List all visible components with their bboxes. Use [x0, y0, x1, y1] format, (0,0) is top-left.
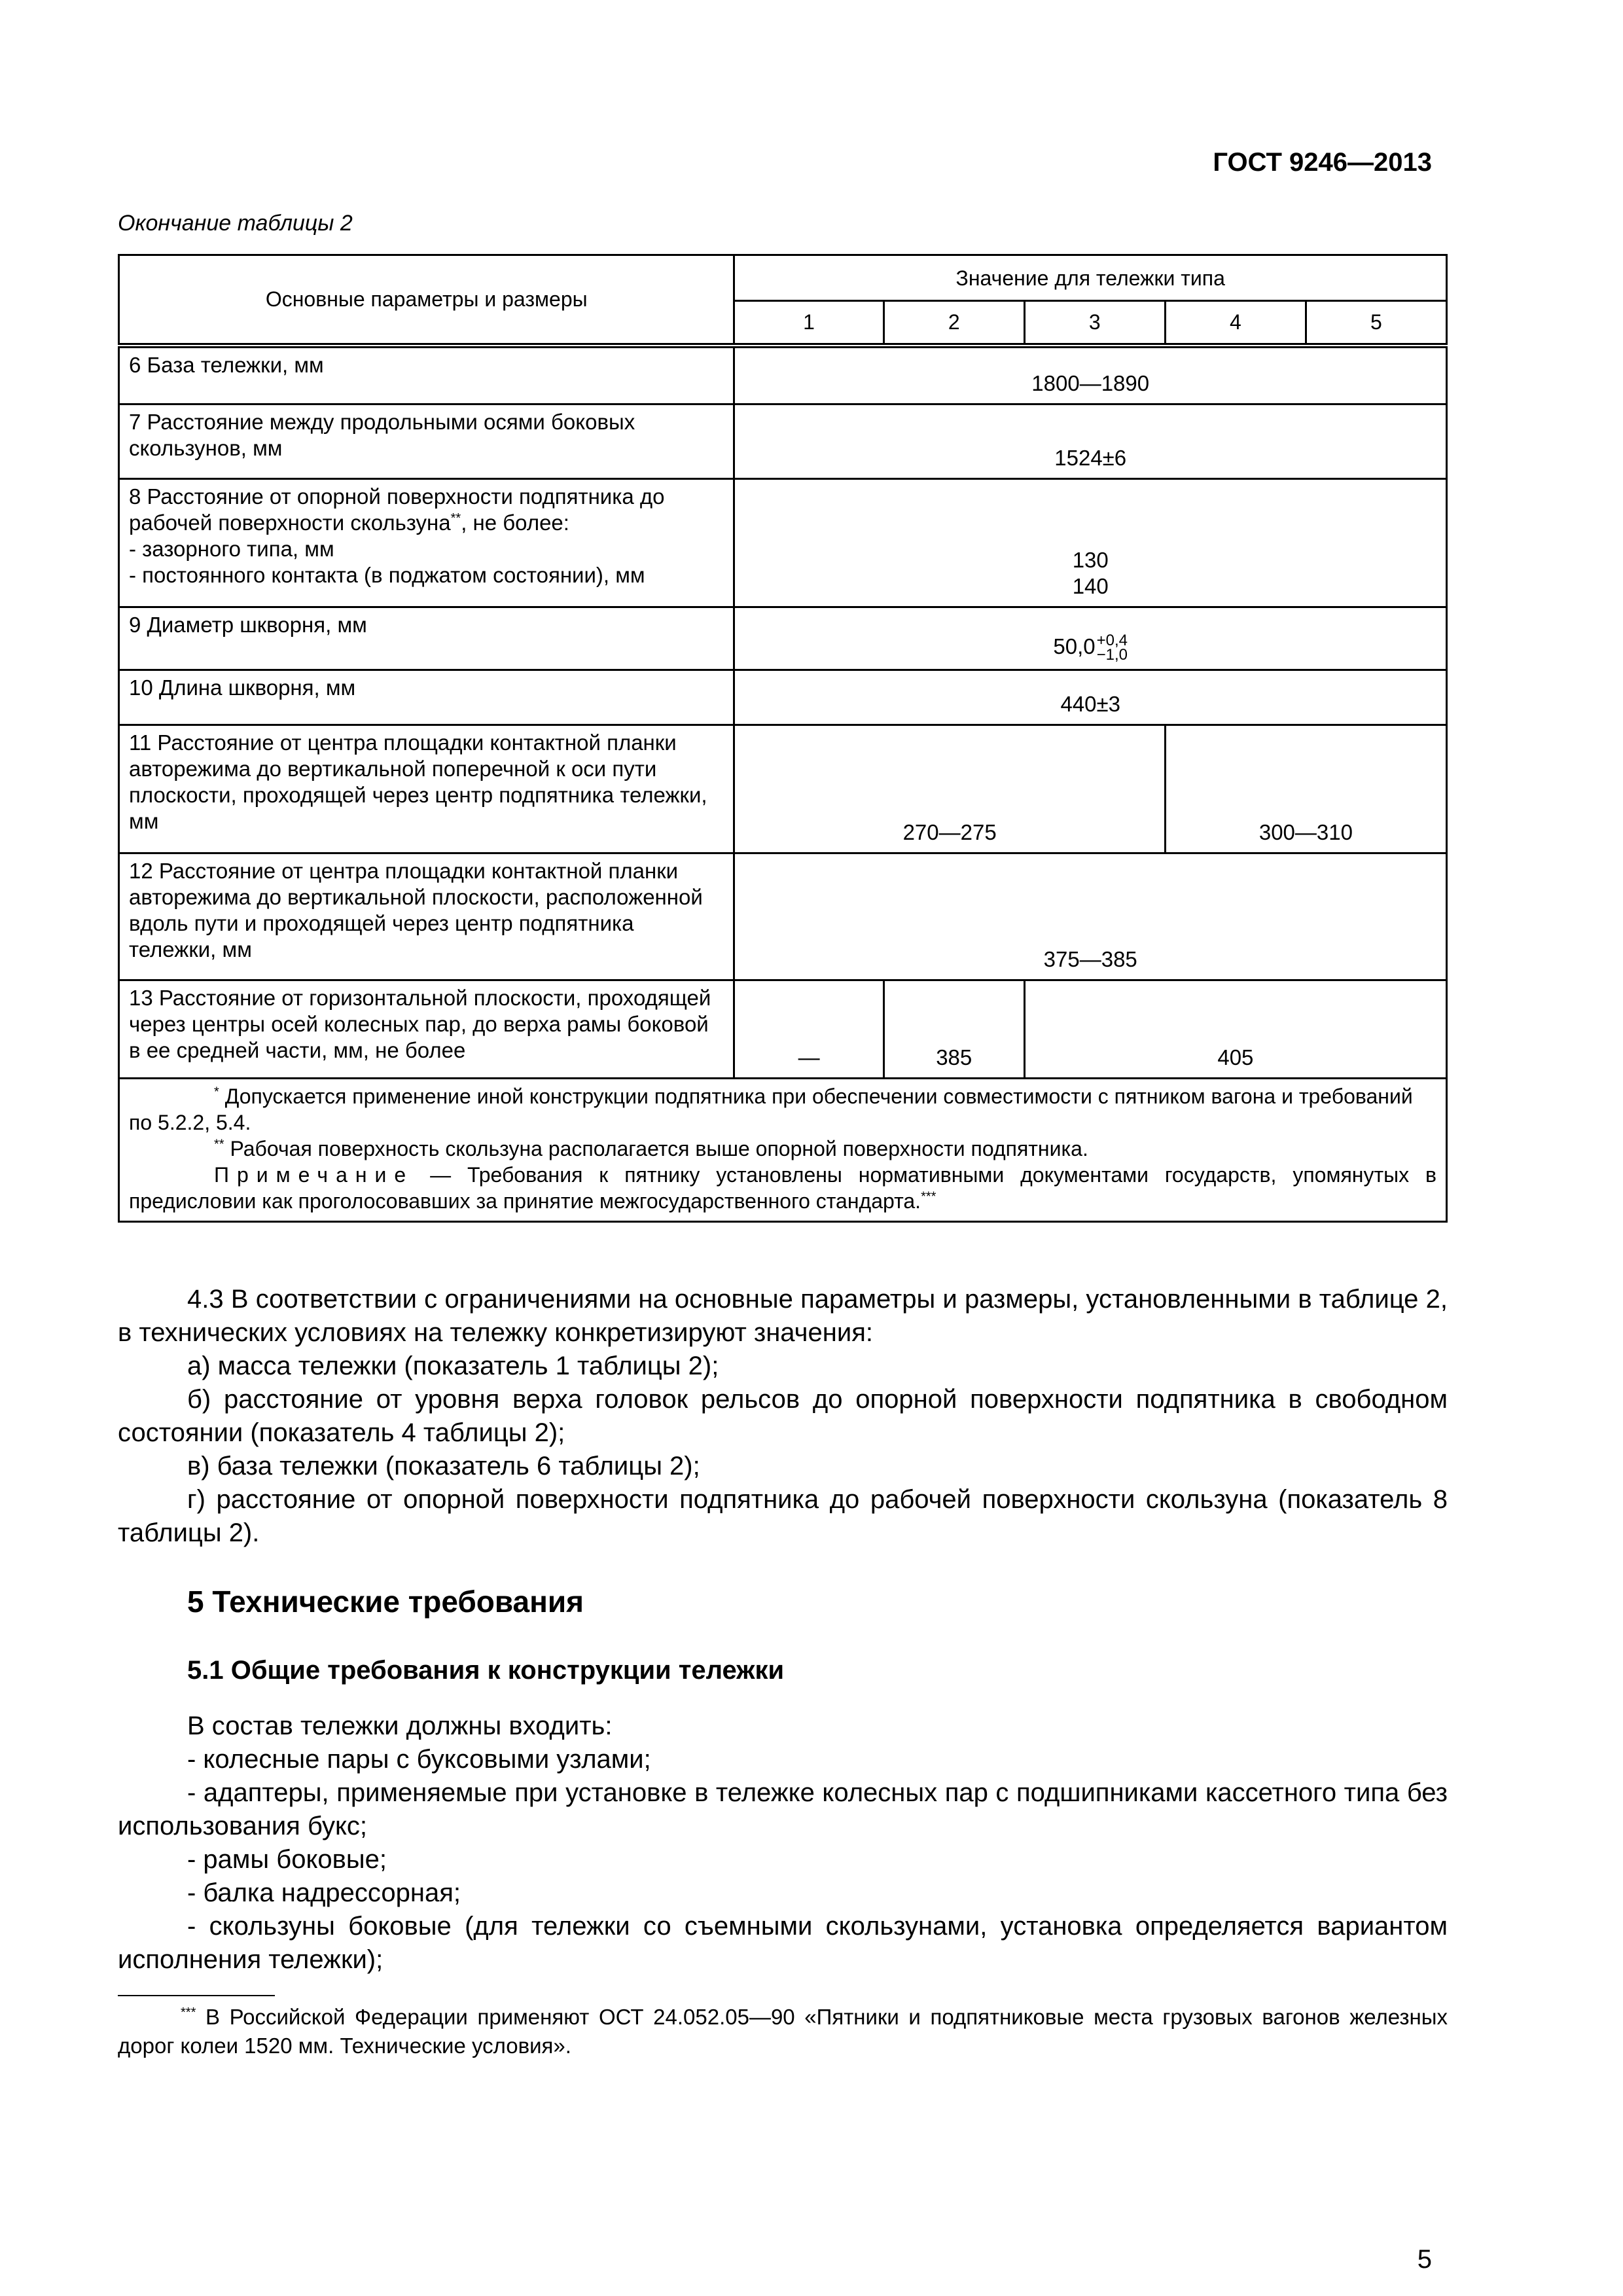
tolerance-lower: −1,0: [1096, 646, 1128, 664]
row-12-value: 375—385: [734, 853, 1447, 980]
row-9-label: 9 Диаметр шкворня, мм: [119, 607, 734, 670]
row-8-item-1: - зазорного типа, мм: [129, 537, 334, 561]
header-type-2: 2: [883, 301, 1024, 346]
note-2: [129, 1136, 1436, 1162]
row-13-value-1: —: [734, 980, 883, 1079]
row-11-label: 11 Расстояние от центра площадки контактной планки авторежима до вертикальной поперечной к оси пути плоскости, проходящей через центр подпятника тележки, мм: [119, 725, 734, 853]
row-8-label: [119, 479, 734, 607]
parameters-table: [118, 254, 1448, 1223]
list-item: - рамы боковые;: [187, 1845, 387, 1874]
page-number: 5: [1417, 2245, 1432, 2274]
header-type-5: 5: [1306, 301, 1446, 346]
table-row: [119, 404, 1447, 479]
row-8-item-2: - постоянного контакта (в поджатом состоянии), мм: [129, 563, 645, 587]
table-row: [119, 346, 1447, 404]
document-id: ГОСТ 9246—2013: [1213, 148, 1432, 177]
row-11-value-b: 300—310: [1165, 725, 1446, 853]
clause-4-3-item-c: в) база тележки (показатель 6 таблицы 2);: [187, 1452, 700, 1480]
clause-4-3-item-a: а) масса тележки (показатель 1 таблицы 2);: [187, 1352, 719, 1380]
note-label: Примечание: [214, 1163, 414, 1187]
table-row: [119, 980, 1447, 1079]
tolerance-upper: +0,4: [1096, 632, 1128, 649]
footnote-mark: **: [450, 511, 461, 526]
row-8-value-1: 130: [1072, 548, 1109, 572]
table-row: [119, 853, 1447, 980]
row-9-value: [734, 607, 1447, 670]
row-8-value-2: 140: [1072, 574, 1109, 598]
header-value: Значение для тележки типа: [734, 255, 1447, 301]
list-item: - балка надрессорная;: [187, 1878, 461, 1907]
note-1: [129, 1083, 1436, 1136]
row-8-label-text: 8 Расстояние от опорной поверхности подпятника до рабочей поверхности скользуна: [129, 484, 665, 535]
table-row: [119, 607, 1447, 670]
composition-list: [118, 1710, 1448, 1977]
row-7-value: 1524±6: [734, 404, 1447, 479]
subsection-title: 5.1 Общие требования к конструкции тележки: [187, 1656, 785, 1685]
header-type-1: 1: [734, 301, 883, 346]
clause-4-3-item-b: б) расстояние от уровня верха головок рельсов до опорной поверхности подпятника в свободном состоянии (показатель 4 таблицы 2);: [118, 1385, 1448, 1447]
clause-4-3-item-d: г) расстояние от опорной поверхности подпятника до рабочей поверхности скользуна (показатель 8 таблицы 2).: [118, 1485, 1448, 1547]
table-notes: [119, 1079, 1447, 1222]
table-row: [119, 479, 1447, 607]
row-8-value: [734, 479, 1447, 607]
clause-4-3: [118, 1283, 1448, 1550]
row-13-value-2: 385: [883, 980, 1024, 1079]
row-10-value: 440±3: [734, 670, 1447, 725]
composition-intro: В состав тележки должны входить:: [187, 1712, 613, 1740]
row-12-label: 12 Расстояние от центра площадки контактной планки авторежима до вертикальной плоскости, расположенной вдоль пути и проходящей через центр подпятника тележки, мм: [119, 853, 734, 980]
table-notes-row: [119, 1079, 1447, 1222]
row-11-value-a: 270—275: [734, 725, 1165, 853]
footnote-divider: [118, 1995, 275, 1996]
footnote-mark: ***: [921, 1189, 936, 1204]
table-header-row: [119, 255, 1447, 301]
note-3-text: — Требования к пятнику установлены нормативными документами государств, упомянутых в предисловии как проголосовавших за принятие межгосударственного стандарта.: [129, 1163, 1436, 1213]
list-item: - скользуны боковые (для тележки со съемными скользунами, установка определяется вариантом исполнения тележки);: [118, 1912, 1448, 1974]
row-8-label-tail: , не более:: [461, 511, 569, 535]
note-3: [129, 1162, 1436, 1214]
table-row: [119, 670, 1447, 725]
row-13-label: 13 Расстояние от горизонтальной плоскости, проходящей через центры осей колесных пар, до верха рамы боковой в ее средней части, мм, не более: [119, 980, 734, 1079]
footnote-mark: **: [214, 1137, 224, 1152]
section-title: 5 Технические требования: [187, 1585, 584, 1619]
footnote-text: В Российской Федерации применяют ОСТ 24.052.05—90 «Пятники и подпятниковые места грузовых вагонов железных дорог колеи 1520 мм. Технические условия».: [118, 2005, 1448, 2058]
clause-4-3-intro: 4.3 В соответствии с ограничениями на основные параметры и размеры, установленными в таблице 2, в технических условиях на тележку конкретизируют значения:: [118, 1285, 1448, 1347]
note-2-text: Рабочая поверхность скользуна располагается выше опорной поверхности подпятника.: [230, 1137, 1088, 1160]
list-item: - адаптеры, применяемые при установке в тележке колесных пар с подшипниками кассетного типа без использования букс;: [118, 1778, 1448, 1840]
header-type-4: 4: [1165, 301, 1306, 346]
row-10-label: 10 Длина шкворня, мм: [119, 670, 734, 725]
header-parameter: Основные параметры и размеры: [119, 255, 734, 346]
page-footnote: [118, 2003, 1448, 2060]
footnote-mark: ***: [181, 2005, 196, 2020]
footnote-mark: *: [214, 1085, 219, 1100]
row-9-tolerance: [1097, 634, 1128, 662]
row-6-value: 1800—1890: [734, 346, 1447, 404]
row-9-nominal: 50,0: [1053, 634, 1096, 658]
note-1-text: Допускается применение иной конструкции подпятника при обеспечении совместимости с пятником вагона и требований по 5.2.2, 5.4.: [129, 1085, 1413, 1134]
row-6-label: 6 База тележки, мм: [119, 346, 734, 404]
header-type-3: 3: [1024, 301, 1165, 346]
list-item: - колесные пары с буксовыми узлами;: [187, 1745, 651, 1774]
row-7-label: 7 Расстояние между продольными осями боковых скользунов, мм: [119, 404, 734, 479]
table-caption: Окончание таблицы 2: [118, 211, 353, 236]
table-row: [119, 725, 1447, 853]
row-13-value-rest: 405: [1024, 980, 1446, 1079]
